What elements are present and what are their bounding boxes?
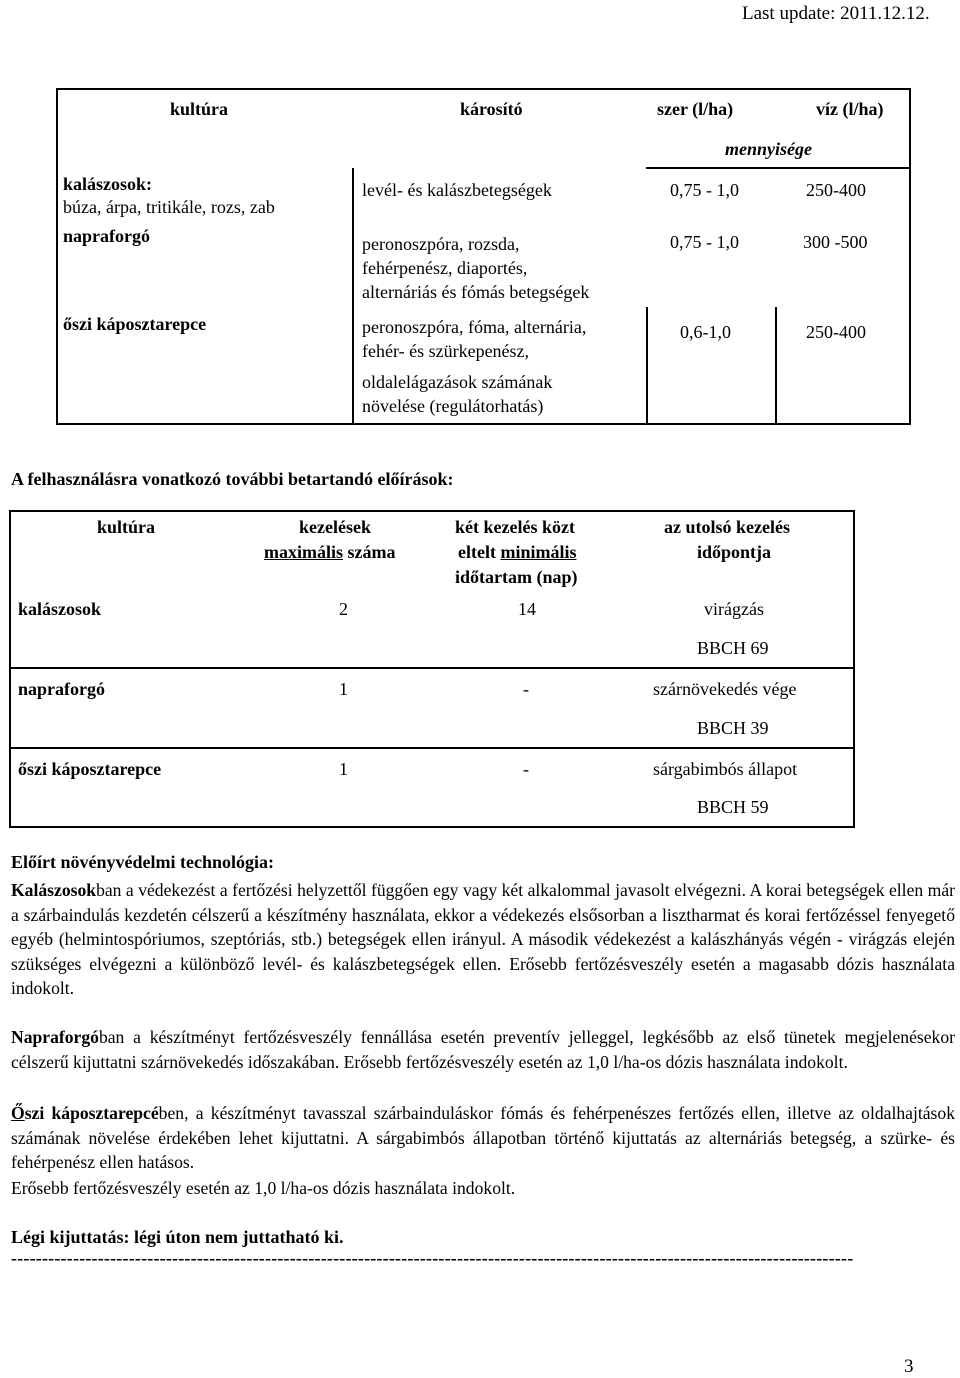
- header-crop: kultúra: [170, 99, 229, 119]
- rules-row2-interval: -: [523, 679, 529, 699]
- paragraph-dose: Erősebb fertőzésveszély esetén az 1,0 l/ha-os dózis használata indokolt.: [11, 1178, 516, 1198]
- header-pest: károsító: [460, 99, 523, 119]
- rules-row1-bbch: BBCH 69: [697, 638, 769, 658]
- row1-water: 250-400: [806, 180, 866, 200]
- row2-water: 300 -500: [803, 232, 868, 252]
- row1-crop-title: kalászosok:: [63, 174, 153, 194]
- paragraph-cereals: Kalászosokban a védekezést a fertőzési helyzettől függően egy vagy két alkalommal javasolt elvégezni. A korai betegségek ellen már a szárbaindulás kezdetén célszerű a készítmény használata, ekkor a védekezés elsősorban a lisztharmat és korai fertőzéssel fenyegető egyéb (helmintospóriumos, szeptóriás, stb.) betegségek ellen irányul. A második védekezést a kalászhányás végén - virágzás elején szükséges elvégezni a különböző levél- és kalászbetegségek ellen. Erősebb fertőzésveszély esetén a magasabb dózis használata indokolt.: [11, 880, 955, 998]
- rules-header-interval-2: eltelt minimális: [458, 542, 577, 562]
- rules-header-last-2: időpontja: [697, 542, 772, 562]
- rules-row2-crop: napraforgó: [18, 679, 105, 699]
- paragraph-sunflower: Napraforgóban a készítményt fertőzésveszély fennállása esetén preventív jelleggel, legkésőbb az első tünetek megjelenésekor célszerű kijuttatni szárnövekedés időszakában. Erősebb fertőzésveszély esetén az 1,0 l/ha-os dózis használata indokolt.: [11, 1027, 955, 1072]
- rules-row2-last: szárnövekedés vége: [653, 679, 797, 699]
- row3-water: 250-400: [806, 322, 866, 342]
- rules-header-last-1: az utolsó kezelés: [664, 517, 790, 537]
- rules-header-interval-1: két kezelés közt: [455, 517, 575, 537]
- row1-crop-sub: búza, árpa, tritikále, rozs, zab: [63, 197, 275, 217]
- row3-pest-line2: fehér- és szürkepenész,: [362, 341, 530, 361]
- rules-row3-crop: őszi káposztarepce: [18, 759, 162, 779]
- row3-pest-line1: peronoszpóra, fóma, alternária,: [362, 317, 587, 337]
- rules-row3-bbch: BBCH 59: [697, 797, 769, 817]
- paragraph-rapeseed: Őszi káposztarepcében, a készítményt tavasszal szárbainduláskor fómás és fehérpenészes fertőzés ellen, illetve az oldalhajtások számának növelése érdekében lehet kijuttatni. A sárgabimbós állapotban történő kijuttatás az alternáriás betegség, a szürke- és fehérpenész ellen hatásos.: [11, 1103, 955, 1172]
- page-number: 3: [904, 1356, 914, 1377]
- rules-row3-interval: -: [523, 759, 529, 779]
- rules-header-count-2: maximális száma: [264, 542, 396, 562]
- row3-crop-title: őszi káposztarepce: [63, 314, 207, 334]
- row2-agent: 0,75 - 1,0: [670, 232, 739, 252]
- rules-header-crop: kultúra: [97, 517, 156, 537]
- technology-title: Előírt növényvédelmi technológia:: [11, 852, 274, 872]
- row3-pest-line4: növelése (regulátorhatás): [362, 396, 544, 416]
- rules-row3-count: 1: [339, 759, 348, 779]
- header-quantity: mennyisége: [725, 139, 812, 159]
- rules-row2-bbch: BBCH 39: [697, 718, 769, 738]
- rules-row1-interval: 14: [518, 599, 536, 619]
- row1-pest: levél- és kalászbetegségek: [362, 180, 552, 200]
- row2-pest-line3: alternáriás és fómás betegségek: [362, 282, 590, 302]
- row3-pest-line3: oldalelágazások számának: [362, 372, 553, 392]
- row2-pest-line1: peronoszpóra, rozsda,: [362, 234, 520, 254]
- rules-row1-last: virágzás: [704, 599, 764, 619]
- rules-row1-count: 2: [339, 599, 348, 619]
- rules-row3-last: sárgabimbós állapot: [653, 759, 798, 779]
- row3-agent: 0,6-1,0: [680, 322, 731, 342]
- rules-header-count-1: kezelések: [299, 517, 371, 537]
- header-agent: szer (l/ha): [657, 99, 734, 119]
- last-update: Last update: 2011.12.12.: [742, 3, 930, 24]
- rules-row1-crop: kalászosok: [18, 599, 102, 619]
- row2-pest-line2: fehérpenész, diaportés,: [362, 258, 528, 278]
- row1-agent: 0,75 - 1,0: [670, 180, 739, 200]
- header-water: víz (l/ha): [816, 99, 884, 119]
- separator-dashes: ----------------------------------------------------------------------------------------------------------------------------------------: [11, 1248, 854, 1268]
- row2-crop-title: napraforgó: [63, 226, 150, 246]
- rules-header-interval-3: időtartam (nap): [455, 567, 578, 587]
- section2-title: A felhasználásra vonatkozó további betartandó előírások:: [11, 469, 454, 489]
- rules-row2-count: 1: [339, 679, 348, 699]
- aerial-application: Légi kijuttatás: légi úton nem juttatható ki.: [11, 1227, 344, 1247]
